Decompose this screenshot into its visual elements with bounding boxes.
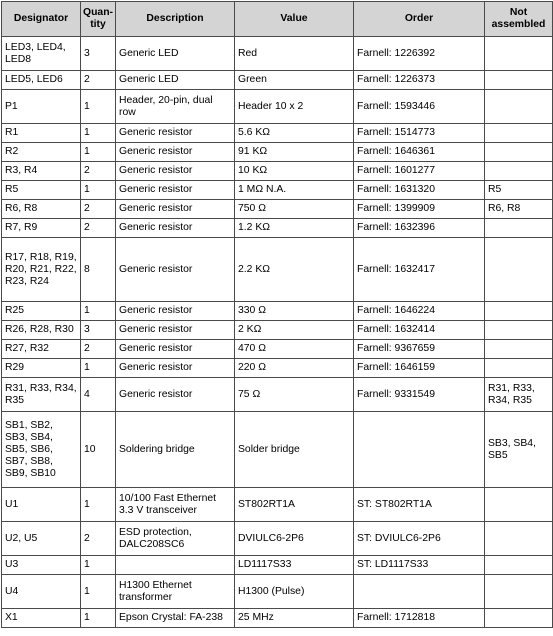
cell-not-assembled xyxy=(485,162,553,181)
cell-value: 5.6 KΩ xyxy=(235,124,354,143)
cell-designator: R7, R9 xyxy=(2,219,81,238)
cell-quantity: 1 xyxy=(81,90,116,124)
cell-value: ST802RT1A xyxy=(235,488,354,522)
cell-order: Farnell: 1646224 xyxy=(354,302,485,321)
cell-designator: R5 xyxy=(2,181,81,200)
cell-description: Generic LED xyxy=(116,71,235,90)
table-row xyxy=(2,219,553,238)
cell-value: 10 KΩ xyxy=(235,162,354,181)
cell-order: Farnell: 1646361 xyxy=(354,143,485,162)
cell-order: Farnell: 1631320 xyxy=(354,181,485,200)
cell-not-assembled xyxy=(485,143,553,162)
cell-designator: R31, R33, R34, R35 xyxy=(2,378,81,412)
cell-description: Soldering bridge xyxy=(116,412,235,488)
cell-value: Red xyxy=(235,37,354,71)
cell-quantity: 1 xyxy=(81,556,116,575)
cell-description: Generic resistor xyxy=(116,219,235,238)
cell-not-assembled xyxy=(485,522,553,556)
cell-designator: U4 xyxy=(2,575,81,609)
header-order: Order xyxy=(354,2,485,37)
cell-designator: X1 xyxy=(2,609,81,628)
cell-order: Farnell: 1399909 xyxy=(354,200,485,219)
cell-designator: R1 xyxy=(2,124,81,143)
cell-value: 1.2 KΩ xyxy=(235,219,354,238)
cell-description: Generic resistor xyxy=(116,302,235,321)
cell-quantity: 1 xyxy=(81,124,116,143)
cell-value: 75 Ω xyxy=(235,378,354,412)
cell-designator: U3 xyxy=(2,556,81,575)
cell-value: Header 10 x 2 xyxy=(235,90,354,124)
cell-quantity: 1 xyxy=(81,575,116,609)
table-row xyxy=(2,609,553,628)
cell-value: 750 Ω xyxy=(235,200,354,219)
table-row xyxy=(2,321,553,340)
cell-quantity: 2 xyxy=(81,219,116,238)
cell-value: 470 Ω xyxy=(235,340,354,359)
cell-designator: R2 xyxy=(2,143,81,162)
cell-order: Farnell: 1514773 xyxy=(354,124,485,143)
cell-designator: R26, R28, R30 xyxy=(2,321,81,340)
cell-description: Generic resistor xyxy=(116,359,235,378)
cell-description: Generic resistor xyxy=(116,378,235,412)
cell-description: Generic resistor xyxy=(116,181,235,200)
cell-value: 25 MHz xyxy=(235,609,354,628)
cell-value: DVIULC6-2P6 xyxy=(235,522,354,556)
cell-order: Farnell: 9367659 xyxy=(354,340,485,359)
table-row xyxy=(2,378,553,412)
cell-not-assembled: R31, R33, R34, R35 xyxy=(485,378,553,412)
cell-designator: R6, R8 xyxy=(2,200,81,219)
cell-designator: R29 xyxy=(2,359,81,378)
cell-description: Generic resistor xyxy=(116,124,235,143)
table-row xyxy=(2,238,553,302)
table-body xyxy=(2,37,553,628)
cell-not-assembled xyxy=(485,609,553,628)
cell-description: H1300 Ethernet transformer xyxy=(116,575,235,609)
table-row xyxy=(2,359,553,378)
cell-not-assembled xyxy=(485,90,553,124)
table-row xyxy=(2,556,553,575)
table-row xyxy=(2,143,553,162)
cell-not-assembled xyxy=(485,340,553,359)
bill-of-materials-table xyxy=(1,1,553,628)
cell-not-assembled: SB3, SB4, SB5 xyxy=(485,412,553,488)
header-quantity: Quan-tity xyxy=(81,2,116,37)
cell-value: 2.2 KΩ xyxy=(235,238,354,302)
cell-quantity: 2 xyxy=(81,200,116,219)
table-row xyxy=(2,90,553,124)
cell-value: LD1117S33 xyxy=(235,556,354,575)
cell-quantity: 1 xyxy=(81,181,116,200)
header-value: Value xyxy=(235,2,354,37)
cell-quantity: 1 xyxy=(81,488,116,522)
cell-order: Farnell: 1226392 xyxy=(354,37,485,71)
cell-not-assembled xyxy=(485,575,553,609)
cell-designator: LED5, LED6 xyxy=(2,71,81,90)
cell-designator: R25 xyxy=(2,302,81,321)
cell-description: Generic LED xyxy=(116,37,235,71)
cell-not-assembled xyxy=(485,71,553,90)
cell-designator: R27, R32 xyxy=(2,340,81,359)
cell-value: H1300 (Pulse) xyxy=(235,575,354,609)
cell-quantity: 1 xyxy=(81,359,116,378)
cell-description: 10/100 Fast Ethernet 3.3 V transceiver xyxy=(116,488,235,522)
table-row xyxy=(2,340,553,359)
header-description: Description xyxy=(116,2,235,37)
table-row xyxy=(2,200,553,219)
cell-quantity: 4 xyxy=(81,378,116,412)
cell-designator: SB1, SB2, SB3, SB4, SB5, SB6, SB7, SB8, SB9, SB10 xyxy=(2,412,81,488)
cell-quantity: 1 xyxy=(81,143,116,162)
table-row xyxy=(2,37,553,71)
cell-not-assembled xyxy=(485,302,553,321)
header-designator: Designator xyxy=(2,2,81,37)
table-row xyxy=(2,412,553,488)
cell-order: Farnell: 1632417 xyxy=(354,238,485,302)
table-row xyxy=(2,71,553,90)
cell-not-assembled xyxy=(485,488,553,522)
cell-not-assembled xyxy=(485,238,553,302)
cell-designator: R17, R18, R19, R20, R21, R22, R23, R24 xyxy=(2,238,81,302)
cell-description: Epson Crystal: FA-238 xyxy=(116,609,235,628)
cell-order: Farnell: 1712818 xyxy=(354,609,485,628)
cell-quantity: 1 xyxy=(81,609,116,628)
cell-not-assembled xyxy=(485,359,553,378)
cell-description: Generic resistor xyxy=(116,200,235,219)
table-row xyxy=(2,124,553,143)
header-not-assembled: Not assembled xyxy=(485,2,553,37)
cell-quantity: 8 xyxy=(81,238,116,302)
cell-order: Farnell: 1226373 xyxy=(354,71,485,90)
cell-not-assembled xyxy=(485,219,553,238)
table-row xyxy=(2,302,553,321)
cell-not-assembled xyxy=(485,37,553,71)
cell-not-assembled xyxy=(485,124,553,143)
cell-value: 330 Ω xyxy=(235,302,354,321)
cell-designator: P1 xyxy=(2,90,81,124)
cell-quantity: 2 xyxy=(81,522,116,556)
cell-value: Green xyxy=(235,71,354,90)
cell-value: Solder bridge xyxy=(235,412,354,488)
cell-order xyxy=(354,575,485,609)
cell-value: 1 MΩ N.A. xyxy=(235,181,354,200)
cell-value: 220 Ω xyxy=(235,359,354,378)
cell-quantity: 2 xyxy=(81,71,116,90)
cell-designator: LED3, LED4, LED8 xyxy=(2,37,81,71)
cell-quantity: 2 xyxy=(81,340,116,359)
cell-quantity: 1 xyxy=(81,302,116,321)
cell-order: Farnell: 1632414 xyxy=(354,321,485,340)
table-header-row xyxy=(2,2,553,37)
cell-description: Generic resistor xyxy=(116,321,235,340)
cell-designator: U1 xyxy=(2,488,81,522)
cell-description: Generic resistor xyxy=(116,143,235,162)
table-row xyxy=(2,575,553,609)
cell-quantity: 3 xyxy=(81,37,116,71)
cell-quantity: 10 xyxy=(81,412,116,488)
table-row xyxy=(2,162,553,181)
cell-order: Farnell: 1601277 xyxy=(354,162,485,181)
cell-not-assembled: R6, R8 xyxy=(485,200,553,219)
cell-description xyxy=(116,556,235,575)
table-row xyxy=(2,522,553,556)
cell-quantity: 3 xyxy=(81,321,116,340)
cell-description: Generic resistor xyxy=(116,238,235,302)
cell-description: Generic resistor xyxy=(116,162,235,181)
cell-designator: U2, U5 xyxy=(2,522,81,556)
cell-order: Farnell: 1593446 xyxy=(354,90,485,124)
cell-not-assembled: R5 xyxy=(485,181,553,200)
cell-not-assembled xyxy=(485,321,553,340)
cell-description: Generic resistor xyxy=(116,340,235,359)
cell-description: Header, 20-pin, dual row xyxy=(116,90,235,124)
cell-order xyxy=(354,412,485,488)
table-row xyxy=(2,488,553,522)
cell-order: Farnell: 1646159 xyxy=(354,359,485,378)
cell-order: ST: LD1117S33 xyxy=(354,556,485,575)
cell-order: Farnell: 9331549 xyxy=(354,378,485,412)
cell-not-assembled xyxy=(485,556,553,575)
table-row xyxy=(2,181,553,200)
cell-quantity: 2 xyxy=(81,162,116,181)
cell-order: Farnell: 1632396 xyxy=(354,219,485,238)
cell-designator: R3, R4 xyxy=(2,162,81,181)
cell-value: 91 KΩ xyxy=(235,143,354,162)
cell-description: ESD protection, DALC208SC6 xyxy=(116,522,235,556)
cell-order: ST: ST802RT1A xyxy=(354,488,485,522)
cell-value: 2 KΩ xyxy=(235,321,354,340)
cell-order: ST: DVIULC6-2P6 xyxy=(354,522,485,556)
